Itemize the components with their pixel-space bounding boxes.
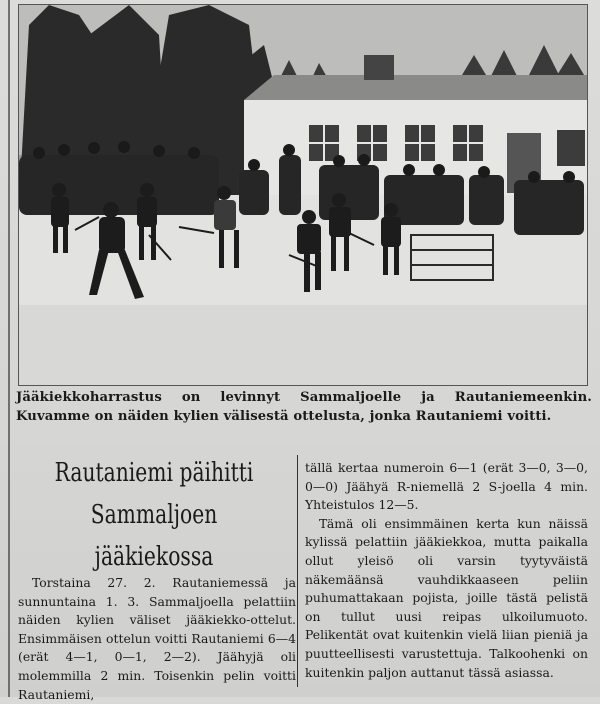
headline xyxy=(48,452,260,578)
article-paragraph: tällä kertaa numeroin 6—1 (erät 3—0, 3—0, 0—0) Jäähyä R-niemellä 2 S-joella 4 min. Yhteistulos 12—5. xyxy=(305,460,588,513)
article-column-right xyxy=(305,459,588,682)
article-paragraph: Tämä oli ensimmäinen kerta kun näissä kylissä pelattiin jääkiekkoa, mutta paikalla ollut yleisö oli varsin tyytyväistä näkemäänsä vauhdikkaaseen peliin puhumattakaan pojista, joille tästä pelistä on tullut uusi reipas ulkoilumuoto. Pelikentät ovat kuitenkin vielä liian pieniä ja puutteellisesti varustettuja. Talkoohenki on kuitenkin paljon auttanut tässä asiassa. xyxy=(305,515,588,680)
photo-caption: Jääkiekkoharrastus on levinnyt Sammaljoelle ja Rautaniemeenkin. Kuvamme on näiden kylien välisestä ottelusta, jonka Rautaniemi voitti. xyxy=(16,390,592,424)
article-column-left xyxy=(18,574,296,704)
column-divider xyxy=(297,455,298,687)
headline-line-2: Sammaljoen xyxy=(90,500,218,530)
headline-line-1: Rautaniemi päihitti xyxy=(54,458,254,488)
article-paragraph: Torstaina 27. 2. Rautaniemessä ja sunnuntaina 1. 3. Sammaljoella pelattiin näiden kylien väliset jääkiekko-ottelut. Ensimmäisen ottelun voitti Rautaniemi 6—4 (erät 4—1, 0—1, 2—2). Jäähyjä oli molemmilla 2 min. Toisenkin pelin voitti Rautaniemi, xyxy=(18,575,296,702)
column-rule-left xyxy=(8,0,10,697)
headline-line-3: jääkiekossa xyxy=(94,542,214,572)
hockey-photo xyxy=(18,4,588,386)
